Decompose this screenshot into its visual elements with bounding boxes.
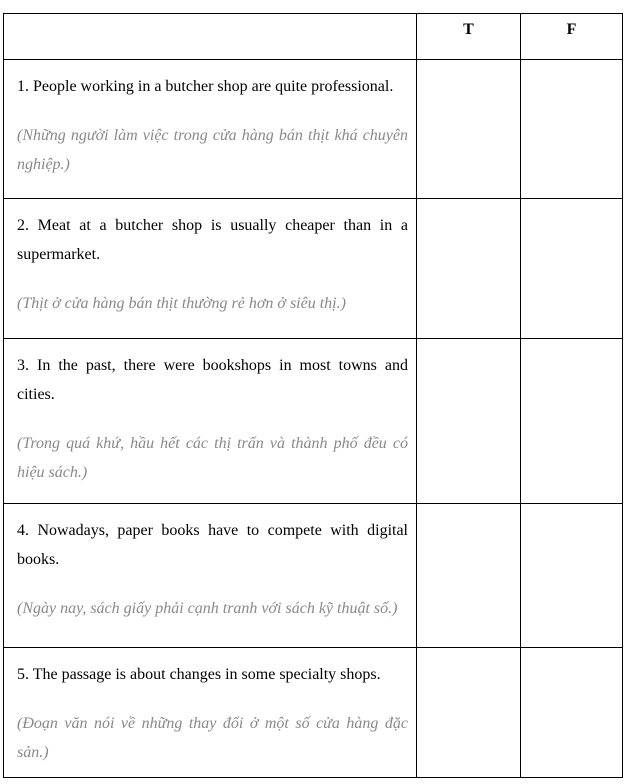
false-answer-cell[interactable] [521,199,623,339]
false-answer-cell[interactable] [521,60,623,199]
table-row [4,339,623,504]
true-answer-cell[interactable] [417,60,521,199]
true-answer-cell[interactable] [417,339,521,504]
statement-text-vi: (Những người làm việc trong cửa hàng bán thịt khá chuyên nghiệp.) [17,127,408,173]
false-answer-cell[interactable] [521,504,623,648]
statement-cell [4,199,417,339]
header-statement-cell [4,14,417,60]
statement-text-vi: (Đoạn văn nói về những thay đổi ở một số cửa hàng đặc sản.) [17,715,408,761]
statement-text-vi: (Ngày nay, sách giấy phải cạnh tranh với sách kỹ thuật số.) [17,600,398,617]
header-true-label: T [417,14,521,60]
table-row [4,60,623,199]
statement-cell [4,60,417,199]
true-answer-cell[interactable] [417,648,521,778]
statement-cell [4,648,417,778]
statement-text-vi: (Thịt ở cửa hàng bán thịt thường rẻ hơn ở siêu thị.) [17,295,346,312]
table-header-row [4,14,623,60]
table-row [4,199,623,339]
statement-text-en: 3. In the past, there were bookshops in most towns and cities. [17,357,408,403]
statement-text-en: 2. Meat at a butcher shop is usually cheaper than in a supermarket. [17,217,408,263]
statement-text-en: 4. Nowadays, paper books have to compete with digital books. [17,522,408,568]
true-answer-cell[interactable] [417,504,521,648]
false-answer-cell[interactable] [521,339,623,504]
statement-text-vi: (Trong quá khứ, hầu hết các thị trấn và thành phố đều có hiệu sách.) [17,435,408,481]
false-answer-cell[interactable] [521,648,623,778]
statement-cell [4,339,417,504]
table-row [4,504,623,648]
statement-cell [4,504,417,648]
header-false-label: F [521,14,623,60]
statement-text-en: 5. The passage is about changes in some specialty shops. [17,666,381,683]
true-answer-cell[interactable] [417,199,521,339]
table-row [4,648,623,778]
true-false-table [3,13,623,778]
statement-text-en: 1. People working in a butcher shop are quite professional. [17,78,394,95]
